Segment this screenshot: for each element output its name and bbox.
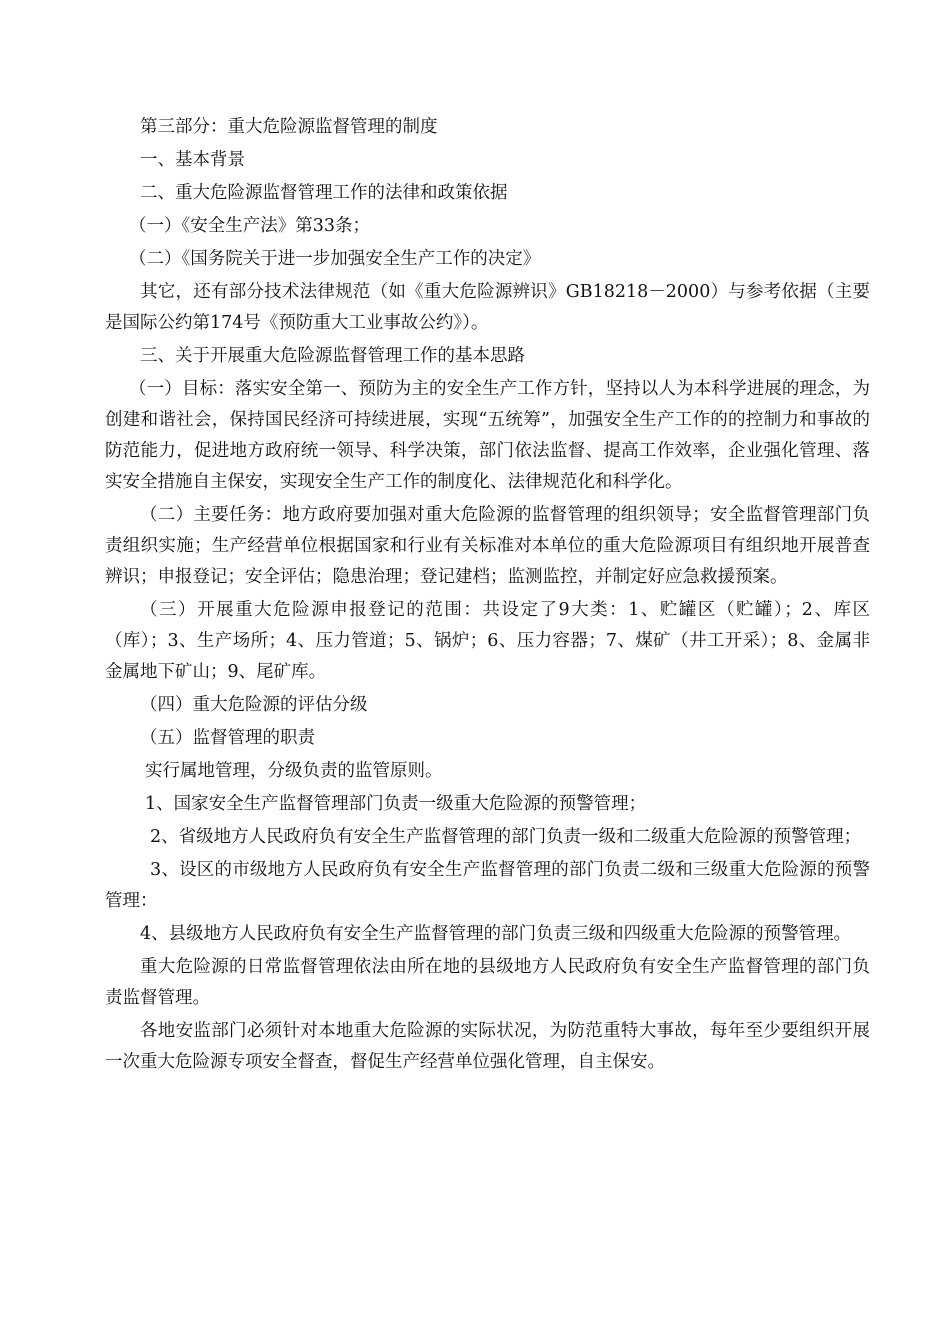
body-paragraph: 其它，还有部分技术法律规范（如《重大危险源辨识》GB18218－2000）与参考依据（主要是国际公约第174号《预防重大工业事故公约》）。 bbox=[105, 282, 870, 333]
subsection-heading: 一、基本背景 bbox=[140, 150, 245, 170]
document-body bbox=[105, 112, 870, 1080]
list-item: 2、省级地方人民政府负有安全生产监督管理的部门负责一级和二级重大危险源的预警管理； bbox=[150, 827, 862, 847]
list-item: （四）重大危险源的评估分级 bbox=[140, 695, 368, 715]
body-paragraph: （一）目标：落实安全第一、预防为主的安全生产工作方针，坚持以人为本科学进展的理念，为创建和谐社会，保持国民经济可持续进展，实现“五统筹”，加强安全生产工作的的控制力和事故的防范能力，促进地方政府统一领导、科学决策，部门依法监督、提高工作效率，企业强化管理、落实安全措施自主保安，实现安全生产工作的制度化、法律规范化和科学化。 bbox=[105, 379, 870, 492]
subsection-heading: 三、关于开展重大危险源监督管理工作的基本思路 bbox=[140, 346, 525, 366]
body-paragraph: 实行属地管理，分级负责的监管原则。 bbox=[145, 761, 443, 781]
subsection-heading: 二、重大危险源监督管理工作的法律和政策依据 bbox=[140, 183, 508, 203]
body-paragraph: （二）主要任务：地方政府要加强对重大危险源的监督管理的组织领导；安全监督管理部门负责组织实施；生产经营单位根据国家和行业有关标准对本单位的重大危险源项目有组织地开展普查辨识；申报登记；安全评估；隐患治理；登记建档；监测监控，并制定好应急救援预案。 bbox=[105, 505, 870, 587]
list-item: （一）《安全生产法》第33条； bbox=[129, 216, 371, 236]
body-paragraph: （三）开展重大危险源申报登记的范围：共设定了9大类：1、贮罐区（贮罐）；2、库区（库）；3、生产场所；4、压力管道；5、锅炉；6、压力容器；7、煤矿（井工开采）；8、金属非金属地下矿山；9、尾矿库。 bbox=[105, 600, 870, 682]
body-paragraph: 重大危险源的日常监督管理依法由所在地的县级地方人民政府负有安全生产监督管理的部门负责监督管理。 bbox=[105, 957, 870, 1008]
list-item: （二）《国务院关于进一步加强安全生产工作的决定》 bbox=[129, 249, 541, 269]
list-item: 3、设区的市级地方人民政府负有安全生产监督管理的部门负责二级和三级重大危险源的预警管理： bbox=[105, 860, 870, 911]
list-item: 1、国家安全生产监督管理部门负责一级重大危险源的预警管理； bbox=[145, 794, 647, 814]
list-item: （五）监督管理的职责 bbox=[140, 728, 315, 748]
list-item: 4、县级地方人民政府负有安全生产监督管理的部门负责三级和四级重大危险源的预警管理。 bbox=[140, 924, 852, 944]
body-paragraph: 各地安监部门必须针对本地重大危险源的实际状况，为防范重特大事故，每年至少要组织开展一次重大危险源专项安全督查，督促生产经营单位强化管理，自主保安。 bbox=[105, 1021, 870, 1072]
section-heading: 第三部分：重大危险源监督管理的制度 bbox=[140, 117, 438, 137]
